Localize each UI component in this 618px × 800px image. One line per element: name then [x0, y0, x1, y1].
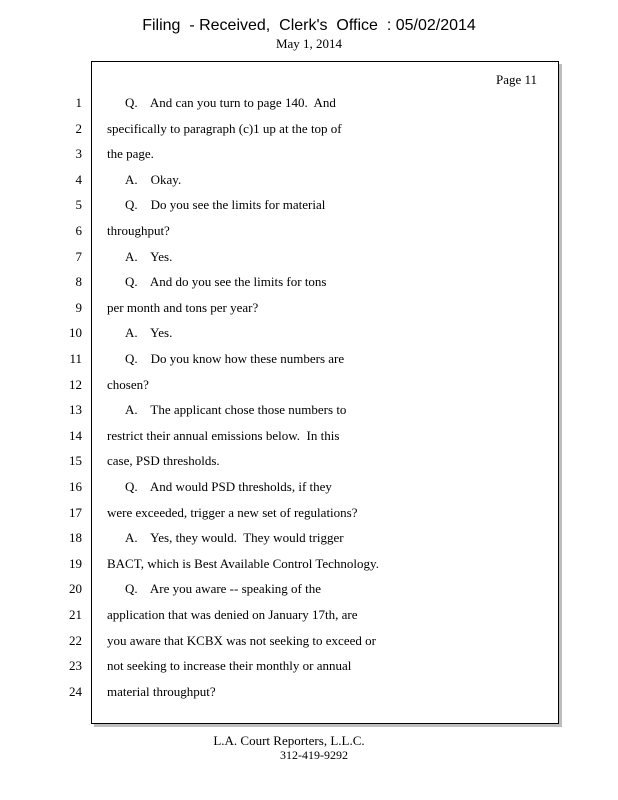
line-number: 14: [69, 427, 82, 443]
line-text: BACT, which is Best Available Control Technology.: [107, 555, 379, 571]
line-number: 10: [69, 325, 82, 341]
line-number: 5: [75, 197, 82, 213]
line-number: 16: [69, 479, 82, 494]
line-text: Q. And do you see the limits for tons: [125, 274, 327, 290]
line-text: Q. And can you turn to page 140. And: [125, 95, 336, 110]
line-number: 24: [69, 683, 82, 699]
transcript-page-frame: [91, 61, 559, 724]
line-number: 23: [69, 658, 82, 674]
line-text: case, PSD thresholds.: [107, 453, 220, 469]
line-text: A. Yes.: [125, 325, 173, 341]
line-number: 8: [75, 274, 82, 290]
filing-stamp: Filing - Received, Clerk's Office : 05/02/2014: [142, 17, 476, 34]
line-number: 9: [75, 299, 82, 315]
line-text: application that was denied on January 17th, are: [107, 607, 358, 622]
line-text: restrict their annual emissions below. In this: [107, 427, 340, 443]
line-text: material throughput?: [107, 683, 216, 699]
line-text: Q. Do you know how these numbers are: [125, 351, 345, 366]
line-number: 13: [69, 402, 82, 418]
line-text: you aware that KCBX was not seeking to exceed or: [107, 632, 376, 648]
transcript-date: May 1, 2014: [275, 36, 343, 51]
line-number: 18: [69, 530, 82, 546]
line-number: 15: [69, 453, 82, 469]
line-number: 12: [69, 376, 82, 392]
line-number: 22: [69, 632, 82, 648]
line-number: 21: [69, 607, 82, 622]
line-number: 11: [69, 351, 82, 366]
line-number: 3: [75, 146, 82, 162]
line-text: chosen?: [107, 376, 149, 392]
line-text: A. Yes, they would. They would trigger: [125, 530, 344, 546]
line-text: not seeking to increase their monthly or annual: [107, 658, 352, 674]
line-number: 1: [75, 95, 82, 110]
line-text: A. Okay.: [125, 171, 182, 187]
line-text: Q. Do you see the limits for material: [125, 197, 326, 213]
line-text: A. The applicant chose those numbers to: [125, 402, 347, 418]
line-text: A. Yes.: [125, 248, 173, 264]
line-number: 7: [75, 248, 82, 264]
page-number: Page 11: [496, 72, 538, 87]
line-number: 20: [69, 581, 82, 597]
line-number: 2: [75, 120, 82, 136]
line-number: 4: [75, 171, 82, 187]
line-number: 19: [69, 555, 82, 571]
line-text: Q. And would PSD thresholds, if they: [125, 479, 332, 494]
line-number: 6: [75, 223, 82, 238]
line-text: per month and tons per year?: [107, 299, 259, 315]
line-text: Q. Are you aware -- speaking of the: [125, 581, 322, 597]
line-text: specifically to paragraph (c)1 up at the top of: [107, 120, 342, 136]
reporter-phone: 312-419-9292: [280, 748, 348, 762]
reporter-company: L.A. Court Reporters, L.L.C.: [213, 733, 365, 748]
line-text: throughput?: [107, 223, 170, 238]
line-text: were exceeded, trigger a new set of regulations?: [107, 504, 358, 520]
line-number: 17: [69, 504, 82, 520]
line-text: the page.: [107, 146, 154, 162]
